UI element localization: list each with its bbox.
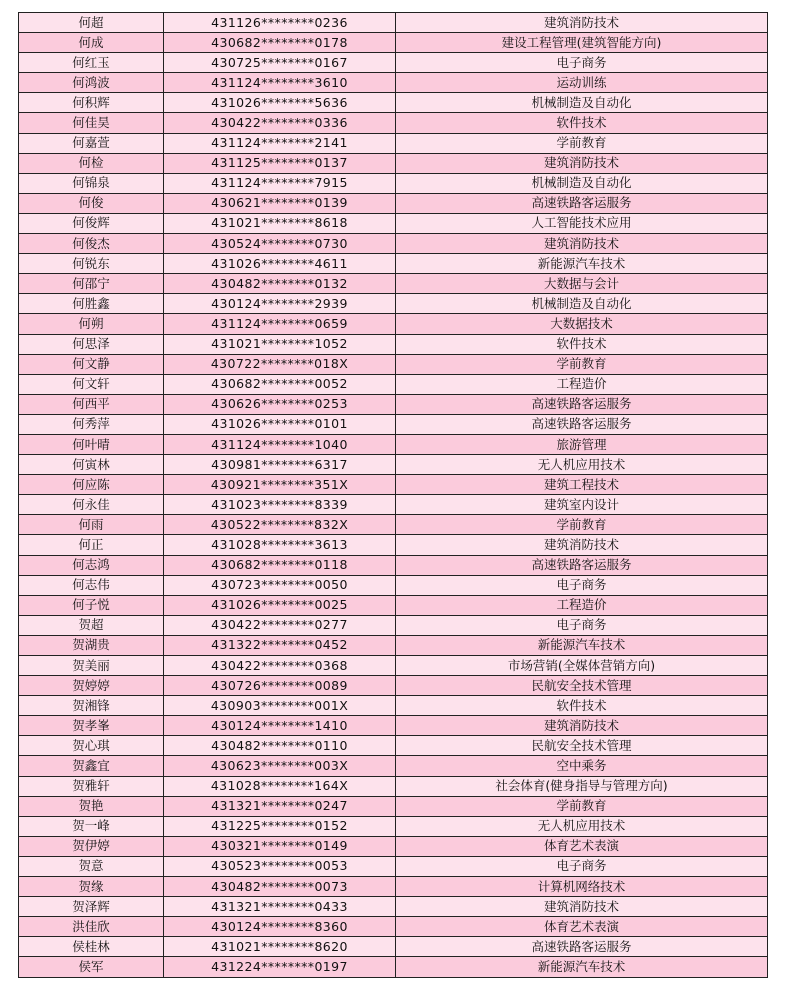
name-cell: 贺超 bbox=[19, 615, 164, 635]
id-number-cell: 430124********8360 bbox=[164, 917, 396, 937]
table-row bbox=[19, 455, 768, 475]
major-cell: 空中乘务 bbox=[396, 756, 768, 776]
id-number-cell: 431224********0197 bbox=[164, 957, 396, 977]
major-cell: 工程造价 bbox=[396, 374, 768, 394]
id-number-cell: 430682********0178 bbox=[164, 33, 396, 53]
id-number-cell: 430621********0139 bbox=[164, 193, 396, 213]
major-cell: 新能源汽车技术 bbox=[396, 957, 768, 977]
table-row bbox=[19, 937, 768, 957]
id-number-cell: 431026********5636 bbox=[164, 93, 396, 113]
major-cell: 软件技术 bbox=[396, 334, 768, 354]
table-row bbox=[19, 354, 768, 374]
name-cell: 何寅林 bbox=[19, 455, 164, 475]
id-number-cell: 431124********7915 bbox=[164, 173, 396, 193]
major-cell: 体育艺术表演 bbox=[396, 836, 768, 856]
table-row bbox=[19, 113, 768, 133]
table-row bbox=[19, 193, 768, 213]
major-cell: 电子商务 bbox=[396, 53, 768, 73]
table-row bbox=[19, 776, 768, 796]
major-cell: 学前教育 bbox=[396, 354, 768, 374]
major-cell: 新能源汽车技术 bbox=[396, 254, 768, 274]
major-cell: 建设工程管理(建筑智能方向) bbox=[396, 33, 768, 53]
name-cell: 何正 bbox=[19, 535, 164, 555]
id-number-cell: 431124********1040 bbox=[164, 434, 396, 454]
table-row bbox=[19, 696, 768, 716]
id-number-cell: 430726********0089 bbox=[164, 676, 396, 696]
table-row bbox=[19, 133, 768, 153]
major-cell: 学前教育 bbox=[396, 515, 768, 535]
major-cell: 高速铁路客运服务 bbox=[396, 193, 768, 213]
name-cell: 贺婷婷 bbox=[19, 676, 164, 696]
major-cell: 无人机应用技术 bbox=[396, 455, 768, 475]
table-body bbox=[19, 13, 768, 978]
id-number-cell: 430482********0073 bbox=[164, 877, 396, 897]
id-number-cell: 430422********0336 bbox=[164, 113, 396, 133]
table-row bbox=[19, 716, 768, 736]
name-cell: 何子悦 bbox=[19, 595, 164, 615]
name-cell: 何红玉 bbox=[19, 53, 164, 73]
id-number-cell: 430524********0730 bbox=[164, 234, 396, 254]
name-cell: 何锦泉 bbox=[19, 173, 164, 193]
table-row bbox=[19, 917, 768, 937]
table-row bbox=[19, 33, 768, 53]
table-row bbox=[19, 957, 768, 977]
table-row bbox=[19, 394, 768, 414]
table-row bbox=[19, 334, 768, 354]
major-cell: 民航安全技术管理 bbox=[396, 736, 768, 756]
table-row bbox=[19, 736, 768, 756]
name-cell: 贺缘 bbox=[19, 877, 164, 897]
name-cell: 贺一峰 bbox=[19, 816, 164, 836]
major-cell: 高速铁路客运服务 bbox=[396, 937, 768, 957]
major-cell: 学前教育 bbox=[396, 133, 768, 153]
id-number-cell: 431321********0247 bbox=[164, 796, 396, 816]
table-row bbox=[19, 13, 768, 33]
name-cell: 贺湖贵 bbox=[19, 635, 164, 655]
major-cell: 建筑消防技术 bbox=[396, 153, 768, 173]
table-row bbox=[19, 515, 768, 535]
name-cell: 贺鑫宜 bbox=[19, 756, 164, 776]
name-cell: 何邵宁 bbox=[19, 274, 164, 294]
name-cell: 何思泽 bbox=[19, 334, 164, 354]
table-row bbox=[19, 796, 768, 816]
name-cell: 何秀萍 bbox=[19, 414, 164, 434]
name-cell: 何俊杰 bbox=[19, 234, 164, 254]
major-cell: 运动训练 bbox=[396, 73, 768, 93]
name-cell: 何文静 bbox=[19, 354, 164, 374]
table-row bbox=[19, 535, 768, 555]
major-cell: 旅游管理 bbox=[396, 434, 768, 454]
id-number-cell: 430623********003X bbox=[164, 756, 396, 776]
name-cell: 何志伟 bbox=[19, 575, 164, 595]
table-row bbox=[19, 877, 768, 897]
name-cell: 何文轩 bbox=[19, 374, 164, 394]
table-row bbox=[19, 153, 768, 173]
name-cell: 何积辉 bbox=[19, 93, 164, 113]
id-number-cell: 430422********0368 bbox=[164, 656, 396, 676]
id-number-cell: 430722********018X bbox=[164, 354, 396, 374]
id-number-cell: 430626********0253 bbox=[164, 394, 396, 414]
table-row bbox=[19, 615, 768, 635]
name-cell: 何志鸿 bbox=[19, 555, 164, 575]
major-cell: 大数据与会计 bbox=[396, 274, 768, 294]
id-number-cell: 431028********164X bbox=[164, 776, 396, 796]
name-cell: 贺美丽 bbox=[19, 656, 164, 676]
table-row bbox=[19, 434, 768, 454]
table-row bbox=[19, 414, 768, 434]
name-cell: 何超 bbox=[19, 13, 164, 33]
table-row bbox=[19, 475, 768, 495]
major-cell: 市场营销(全媒体营销方向) bbox=[396, 656, 768, 676]
table-row bbox=[19, 294, 768, 314]
major-cell: 建筑消防技术 bbox=[396, 234, 768, 254]
table-row bbox=[19, 676, 768, 696]
name-cell: 何俊辉 bbox=[19, 213, 164, 233]
major-cell: 新能源汽车技术 bbox=[396, 635, 768, 655]
table-row bbox=[19, 635, 768, 655]
name-cell: 何俊 bbox=[19, 193, 164, 213]
major-cell: 学前教育 bbox=[396, 796, 768, 816]
id-number-cell: 431023********8339 bbox=[164, 495, 396, 515]
table-row bbox=[19, 93, 768, 113]
name-cell: 贺泽辉 bbox=[19, 897, 164, 917]
name-cell: 何检 bbox=[19, 153, 164, 173]
table-row bbox=[19, 555, 768, 575]
id-number-cell: 430725********0167 bbox=[164, 53, 396, 73]
id-number-cell: 431225********0152 bbox=[164, 816, 396, 836]
major-cell: 软件技术 bbox=[396, 113, 768, 133]
name-cell: 贺雅轩 bbox=[19, 776, 164, 796]
major-cell: 电子商务 bbox=[396, 856, 768, 876]
id-number-cell: 430682********0118 bbox=[164, 555, 396, 575]
table-row bbox=[19, 53, 768, 73]
id-number-cell: 431124********2141 bbox=[164, 133, 396, 153]
id-number-cell: 430522********832X bbox=[164, 515, 396, 535]
name-cell: 贺心琪 bbox=[19, 736, 164, 756]
id-number-cell: 430723********0050 bbox=[164, 575, 396, 595]
table-row bbox=[19, 274, 768, 294]
id-number-cell: 430482********0132 bbox=[164, 274, 396, 294]
id-number-cell: 430482********0110 bbox=[164, 736, 396, 756]
table-row bbox=[19, 656, 768, 676]
id-number-cell: 430523********0053 bbox=[164, 856, 396, 876]
id-number-cell: 431021********1052 bbox=[164, 334, 396, 354]
id-number-cell: 431125********0137 bbox=[164, 153, 396, 173]
table-row bbox=[19, 173, 768, 193]
name-cell: 贺孝峯 bbox=[19, 716, 164, 736]
major-cell: 软件技术 bbox=[396, 696, 768, 716]
id-number-cell: 431322********0452 bbox=[164, 635, 396, 655]
table-row bbox=[19, 73, 768, 93]
name-cell: 贺艳 bbox=[19, 796, 164, 816]
id-number-cell: 431124********0659 bbox=[164, 314, 396, 334]
table-row bbox=[19, 495, 768, 515]
table-row bbox=[19, 897, 768, 917]
major-cell: 无人机应用技术 bbox=[396, 816, 768, 836]
major-cell: 人工智能技术应用 bbox=[396, 213, 768, 233]
name-cell: 侯桂林 bbox=[19, 937, 164, 957]
table-row bbox=[19, 856, 768, 876]
major-cell: 建筑消防技术 bbox=[396, 897, 768, 917]
name-cell: 何锐东 bbox=[19, 254, 164, 274]
table-row bbox=[19, 575, 768, 595]
table-row bbox=[19, 314, 768, 334]
major-cell: 电子商务 bbox=[396, 575, 768, 595]
name-cell: 何西平 bbox=[19, 394, 164, 414]
name-cell: 何叶晴 bbox=[19, 434, 164, 454]
table-row bbox=[19, 836, 768, 856]
id-number-cell: 431026********0101 bbox=[164, 414, 396, 434]
id-number-cell: 431021********8618 bbox=[164, 213, 396, 233]
major-cell: 体育艺术表演 bbox=[396, 917, 768, 937]
name-cell: 何佳昊 bbox=[19, 113, 164, 133]
table-row bbox=[19, 816, 768, 836]
id-number-cell: 431124********3610 bbox=[164, 73, 396, 93]
id-number-cell: 430981********6317 bbox=[164, 455, 396, 475]
major-cell: 建筑消防技术 bbox=[396, 535, 768, 555]
major-cell: 计算机网络技术 bbox=[396, 877, 768, 897]
id-number-cell: 430921********351X bbox=[164, 475, 396, 495]
name-cell: 何应陈 bbox=[19, 475, 164, 495]
id-number-cell: 431021********8620 bbox=[164, 937, 396, 957]
name-cell: 贺伊婷 bbox=[19, 836, 164, 856]
id-number-cell: 431321********0433 bbox=[164, 897, 396, 917]
table-row bbox=[19, 595, 768, 615]
name-cell: 贺意 bbox=[19, 856, 164, 876]
id-number-cell: 430124********1410 bbox=[164, 716, 396, 736]
major-cell: 高速铁路客运服务 bbox=[396, 394, 768, 414]
major-cell: 社会体育(健身指导与管理方向) bbox=[396, 776, 768, 796]
name-cell: 何成 bbox=[19, 33, 164, 53]
name-cell: 何雨 bbox=[19, 515, 164, 535]
major-cell: 建筑消防技术 bbox=[396, 716, 768, 736]
name-cell: 何鸿波 bbox=[19, 73, 164, 93]
major-cell: 建筑室内设计 bbox=[396, 495, 768, 515]
id-number-cell: 431026********0025 bbox=[164, 595, 396, 615]
major-cell: 建筑工程技术 bbox=[396, 475, 768, 495]
id-number-cell: 430124********2939 bbox=[164, 294, 396, 314]
id-number-cell: 430903********001X bbox=[164, 696, 396, 716]
id-number-cell: 430422********0277 bbox=[164, 615, 396, 635]
name-cell: 何朔 bbox=[19, 314, 164, 334]
major-cell: 高速铁路客运服务 bbox=[396, 414, 768, 434]
id-number-cell: 430321********0149 bbox=[164, 836, 396, 856]
table-row bbox=[19, 374, 768, 394]
table-row bbox=[19, 756, 768, 776]
major-cell: 建筑消防技术 bbox=[396, 13, 768, 33]
major-cell: 大数据技术 bbox=[396, 314, 768, 334]
major-cell: 工程造价 bbox=[396, 595, 768, 615]
id-number-cell: 431026********4611 bbox=[164, 254, 396, 274]
name-cell: 侯军 bbox=[19, 957, 164, 977]
table-row bbox=[19, 213, 768, 233]
major-cell: 高速铁路客运服务 bbox=[396, 555, 768, 575]
name-cell: 何嘉萱 bbox=[19, 133, 164, 153]
major-cell: 机械制造及自动化 bbox=[396, 173, 768, 193]
id-number-cell: 431126********0236 bbox=[164, 13, 396, 33]
name-cell: 洪佳欣 bbox=[19, 917, 164, 937]
name-cell: 何永佳 bbox=[19, 495, 164, 515]
table-row bbox=[19, 254, 768, 274]
table-row bbox=[19, 234, 768, 254]
id-number-cell: 431028********3613 bbox=[164, 535, 396, 555]
major-cell: 电子商务 bbox=[396, 615, 768, 635]
name-cell: 贺湘锋 bbox=[19, 696, 164, 716]
name-cell: 何胜鑫 bbox=[19, 294, 164, 314]
major-cell: 机械制造及自动化 bbox=[396, 294, 768, 314]
major-cell: 民航安全技术管理 bbox=[396, 676, 768, 696]
student-list-table bbox=[18, 12, 768, 978]
major-cell: 机械制造及自动化 bbox=[396, 93, 768, 113]
id-number-cell: 430682********0052 bbox=[164, 374, 396, 394]
